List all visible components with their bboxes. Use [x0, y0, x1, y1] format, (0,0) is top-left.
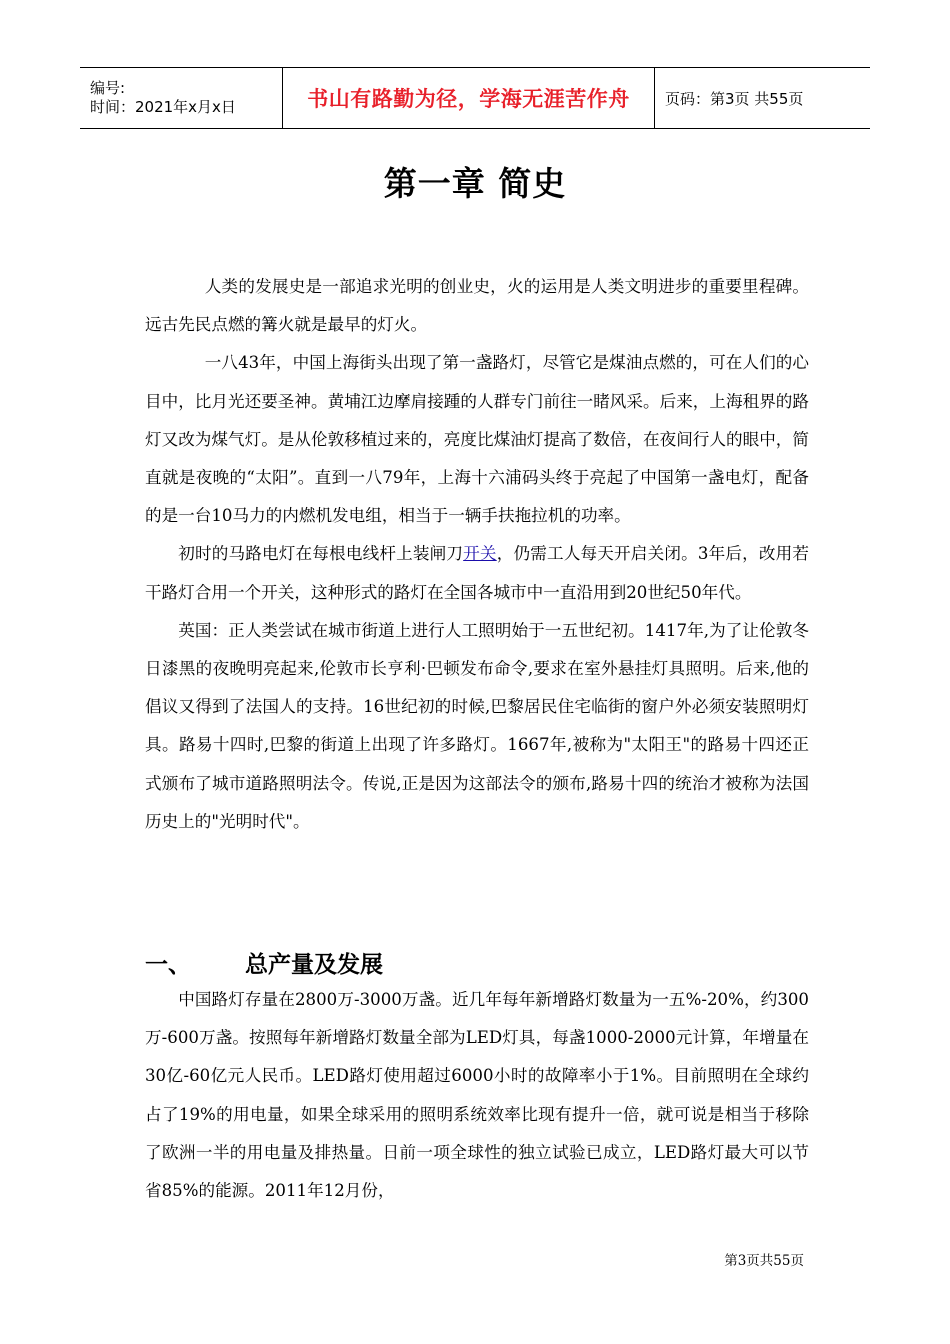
number-label: 编号:: [90, 79, 126, 97]
page-header: [80, 67, 870, 129]
chapter-title: 第一章 简史: [383, 164, 567, 203]
section-number: 一、: [145, 951, 191, 978]
header-meta: [80, 68, 282, 128]
paragraph-switch-text-2: ，仍需工人每天开启关闭。3年后，改用若干路灯合用一个开关，这种形式的路灯在全国各城市中一直沿用到20世纪50年代。: [145, 544, 810, 602]
paragraph-production: 中国路灯存量在2800万-3000万盏。近几年每年新增路灯数量为一五%-20%，约300万-600万盏。按照每年新增路灯数量全部为LED灯具，每盏1000-2000元计算，年增量在30亿-60亿元人民币。LED路灯使用超过6000小时的故障率小于1%。目前照明在全球约占了19%的用电量，如果全球采用的照明系统效率比现有提升一倍，就可说是相当于移除了欧洲一半的用电量及排热量。日前一项全球性的独立试验已成立，LED路灯最大可以节省85%的能源。2011年12月份，: [145, 990, 809, 1201]
paragraph-england: 英国：正人类尝试在城市街道上进行人工照明始于一五世纪初。1417年,为了让伦敦冬日漆黑的夜晚明亮起来,伦敦市长亨利·巴顿发布命令,要求在室外悬挂灯具照明。后来,他的倡议又得到了法国人的支持。16世纪初的时候,巴黎居民住宅临街的窗户外必须安装照明灯具。路易十四时,巴黎的街道上出现了许多路灯。1667年,被称为"太阳王"的路易十四还正式颁布了城市道路照明法令。传说,正是因为这部法令的颁布,路易十四的统治才被称为法国历史上的"光明时代"。: [145, 620, 809, 831]
paragraph-shanghai: 一八43年，中国上海街头出现了第一盏路灯，尽管它是煤油点燃的，可在人们的心目中，比月光还要圣神。黄埔江边摩肩接踵的人群专门前往一睹风采。后来，上海租界的路灯又改为煤气灯。是从伦敦移植过来的，亮度比煤油灯提高了数倍，在夜间行人的眼中，简直就是夜晚的“太阳”。直到一八79年，上海十六浦码头终于亮起了中国第一盏电灯，配备的是一台10马力的内燃机发电组，相当于一辆手扶拖拉机的功率。: [145, 353, 809, 526]
history-body: [145, 268, 809, 841]
page-footer: 第3页共55页: [724, 1253, 804, 1269]
paragraph-switch: [145, 535, 809, 611]
switch-link[interactable]: 开关: [463, 544, 497, 564]
date-label: 时间：2021年x月x日: [90, 98, 236, 116]
header-page-cell: [655, 68, 870, 128]
motto: 书山有路勤为径，学海无涯苦作舟: [307, 87, 630, 111]
page-label: 页码：第3页 共55页: [665, 89, 804, 108]
section-body: [145, 981, 809, 1210]
section-heading: [145, 944, 383, 980]
paragraph-intro: 人类的发展史是一部追求光明的创业史，火的运用是人类文明进步的重要里程碑。远古先民点燃的篝火就是最早的灯火。: [145, 277, 809, 335]
header-motto-cell: [282, 68, 655, 128]
paragraph-switch-text-1: 初时的马路电灯在每根电线杆上装闸刀: [178, 544, 464, 564]
section-title: 总产量及发展: [245, 951, 383, 978]
